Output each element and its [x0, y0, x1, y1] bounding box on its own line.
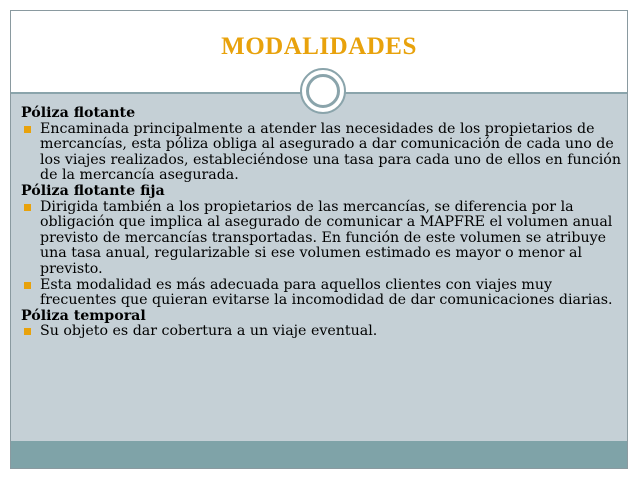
bullet-text: Encaminada principalmente a atender las necesidades de los propietarios de mercancías, esta póliza obliga al asegurado a dar comunicación de cada uno de los viajes realizados, estableciéndose una tasa para cada uno de ellos en función de la mercancía asegurada. — [40, 120, 621, 184]
bullet-text: Su objeto es dar cobertura a un viaje eventual. — [40, 323, 378, 340]
decorative-ring-icon — [306, 74, 340, 108]
slide-title: MODALIDADES — [221, 33, 417, 60]
bullet-item — [21, 278, 621, 309]
bullet-square-icon — [24, 328, 31, 335]
bullet-item — [21, 200, 621, 278]
bullet-item — [21, 122, 621, 184]
section-heading-poliza-flotante: Póliza flotante — [21, 105, 136, 121]
slide-content — [21, 106, 621, 340]
bullet-item — [21, 324, 621, 340]
bullet-square-icon — [24, 282, 31, 289]
bullet-square-icon — [24, 204, 31, 211]
section-heading-poliza-flotante-fija: Póliza flotante fija — [21, 182, 165, 199]
bullet-text: Dirigida también a los propietarios de las mercancías, se diferencia por la obligación que implica al asegurado de comunicar a MAPFRE el volumen anual previsto de mercancías transportadas. En función de este volumen se atribuye una tasa anual, regularizable si ese volumen estimado es mayor o menor al previsto. — [40, 198, 613, 277]
section-heading-poliza-temporal: Póliza temporal — [21, 307, 146, 324]
bullet-square-icon — [24, 126, 31, 133]
bullet-text: Esta modalidad es más adecuada para aquellos clientes con viajes muy frecuentes que quieran evitarse la incomodidad de dar comunicaciones diarias. — [40, 276, 613, 309]
footer-band — [11, 441, 627, 468]
